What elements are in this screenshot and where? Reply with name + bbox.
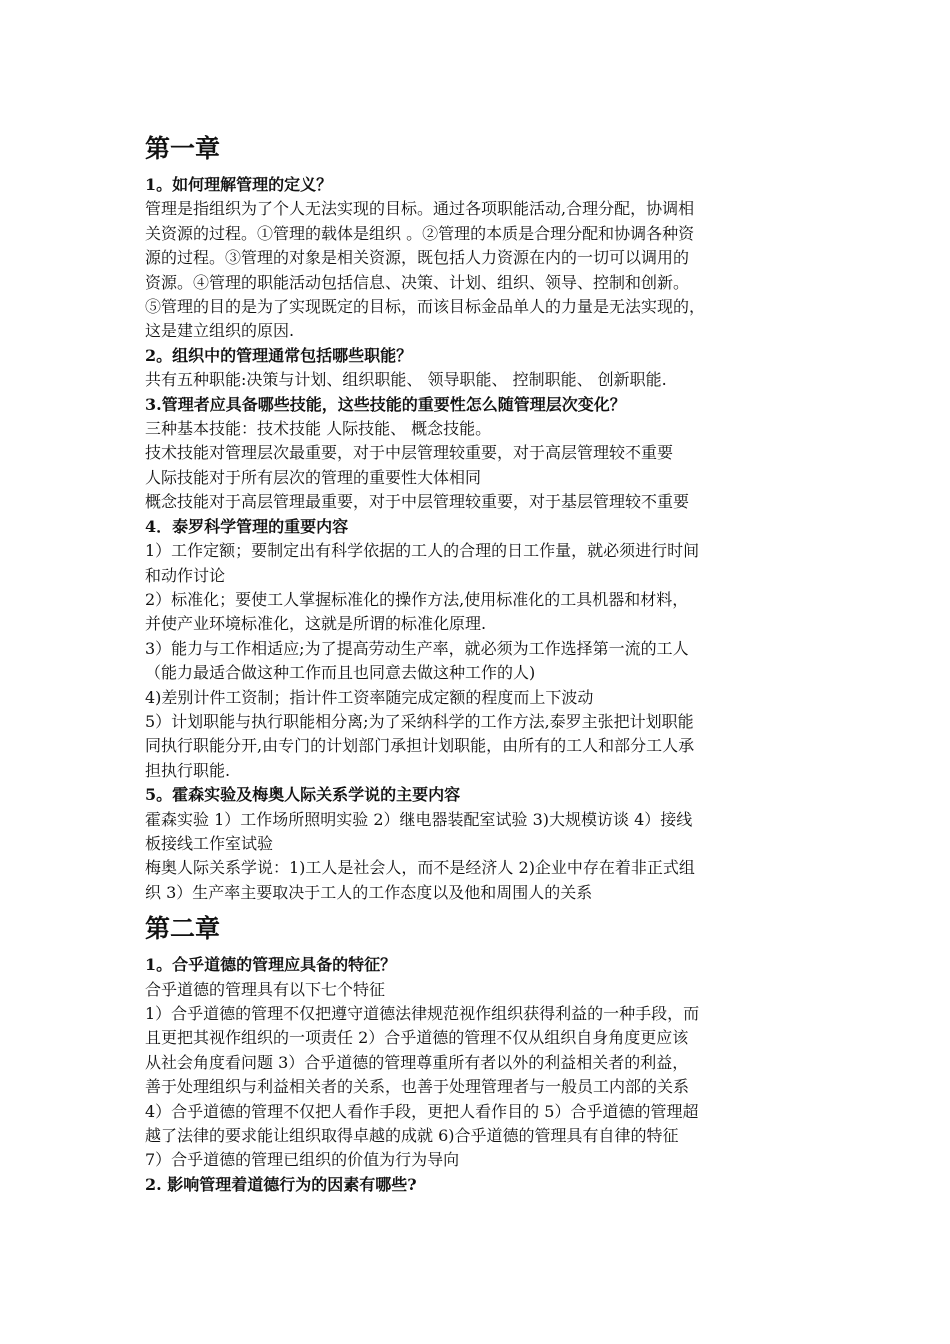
chapter-title: 第一章 bbox=[145, 134, 221, 163]
answer-line: 担执行职能. bbox=[145, 760, 231, 780]
question-heading: 2. 影响管理着道德行为的因素有哪些? bbox=[145, 1174, 417, 1194]
answer-line: 板接线工作室试验 bbox=[145, 833, 274, 853]
section bbox=[145, 393, 815, 515]
answer-line: 共有五种职能:决策与计划、组织职能、 领导职能、 控制职能、 创新职能. bbox=[145, 370, 667, 390]
answer-line: 三种基本技能：技术技能 人际技能、 概念技能。 bbox=[145, 419, 492, 439]
answer-line: 从社会角度看问题 3）合乎道德的管理尊重所有者以外的利益相关者的利益， bbox=[145, 1052, 689, 1072]
section bbox=[145, 515, 815, 783]
answer-line: 并使产业环境标准化，这就是所谓的标准化原理. bbox=[145, 614, 487, 634]
answer-line: 合乎道德的管理具有以下七个特征 bbox=[145, 979, 386, 999]
question-heading: 1。合乎道德的管理应具备的特征？ bbox=[145, 955, 397, 975]
answer-line: 善于处理组织与利益相关者的关系，也善于处理管理者与一般员工内部的关系 bbox=[145, 1077, 690, 1097]
answer-line: 和动作讨论 bbox=[145, 565, 226, 585]
question-heading: 1。如何理解管理的定义？ bbox=[145, 175, 333, 194]
question-heading: 5。霍森实验及梅奥人际关系学说的主要内容 bbox=[145, 785, 461, 805]
answer-line: 1）合乎道德的管理不仅把遵守道德法律规范视作组织获得利益的一种手段，而 bbox=[145, 1004, 700, 1023]
answer-line: 2）标准化；要使工人掌握标准化的操作方法,使用标准化的工具机器和材料， bbox=[145, 589, 689, 609]
section bbox=[145, 783, 815, 905]
answer-line: 梅奥人际关系学说：1)工人是社会人，而不是经济人 2)企业中存在着非正式组 bbox=[145, 858, 695, 878]
answer-line: ⑤管理的目的是为了实现既定的目标，而该目标金品单人的力量是无法实现的， bbox=[145, 297, 706, 317]
chapter-title: 第二章 bbox=[145, 914, 221, 944]
question-heading: 4．泰罗科学管理的重要内容 bbox=[145, 516, 349, 536]
answer-line: 7）合乎道德的管理已组织的价值为行为导向 bbox=[145, 1150, 460, 1170]
answer-line: 1）工作定额；要制定出有科学依据的工人的合理的日工作量，就必须进行时间 bbox=[145, 541, 700, 561]
answer-line: 资源。④管理的职能活动包括信息、决策、计划、组织、领导、控制和创新。 bbox=[145, 272, 690, 292]
section bbox=[145, 344, 815, 393]
answer-line: （能力最适合做这种工作而且也同意去做这种工作的人) bbox=[145, 663, 536, 683]
answer-line: 织 3）生产率主要取决于工人的工作态度以及他和周围人的关系 bbox=[145, 882, 593, 902]
question-heading: 3.管理者应具备哪些技能，这些技能的重要性怎么随管理层次变化？ bbox=[145, 394, 626, 414]
answer-line: 霍森实验 1）工作场所照明实验 2）继电器装配室试验 3)大规模访谈 4）接线 bbox=[145, 809, 693, 829]
answer-line: 4)差别计件工资制；指计件工资率随完成定额的程度而上下波动 bbox=[145, 687, 594, 707]
answer-line: 概念技能对于高层管理最重要，对于中层管理较重要，对于基层管理较不重要 bbox=[145, 492, 690, 512]
answer-line: 人际技能对于所有层次的管理的重要性大体相同 bbox=[145, 467, 482, 487]
question-heading: 2。组织中的管理通常包括哪些职能？ bbox=[145, 345, 413, 365]
section bbox=[145, 173, 815, 344]
answer-line: 且更把其视作组织的一项责任 2）合乎道德的管理不仅从组织自身角度更应该 bbox=[145, 1028, 689, 1048]
answer-line: 同执行职能分开,由专门的计划部门承担计划职能，由所有的工人和部分工人承 bbox=[145, 736, 695, 756]
section bbox=[145, 953, 815, 1173]
document-page bbox=[145, 131, 815, 1197]
answer-line: 源的过程。③管理的对象是相关资源，既包括人力资源在内的一切可以调用的 bbox=[145, 248, 690, 268]
answer-line: 越了法律的要求能让组织取得卓越的成就 6)合乎道德的管理具有自律的特征 bbox=[145, 1126, 679, 1146]
answer-line: 管理是指组织为了个人无法实现的目标。通过各项职能活动,合理分配，协调相 bbox=[145, 199, 695, 219]
answer-line: 5）计划职能与执行职能相分离;为了采纳科学的工作方法,泰罗主张把计划职能 bbox=[145, 711, 694, 731]
answer-line: 3）能力与工作相适应;为了提高劳动生产率，就必须为工作选择第一流的工人 bbox=[145, 638, 689, 658]
section bbox=[145, 1173, 815, 1197]
answer-line: 这是建立组织的原因. bbox=[145, 321, 295, 341]
answer-line: 4）合乎道德的管理不仅把人看作手段，更把人看作目的 5）合乎道德的管理超 bbox=[145, 1101, 699, 1121]
answer-line: 关资源的过程。①管理的载体是组织 。②管理的本质是合理分配和协调各种资 bbox=[145, 223, 695, 243]
answer-line: 技术技能对管理层次最重要，对于中层管理较重要，对于高层管理较不重要 bbox=[145, 443, 674, 463]
